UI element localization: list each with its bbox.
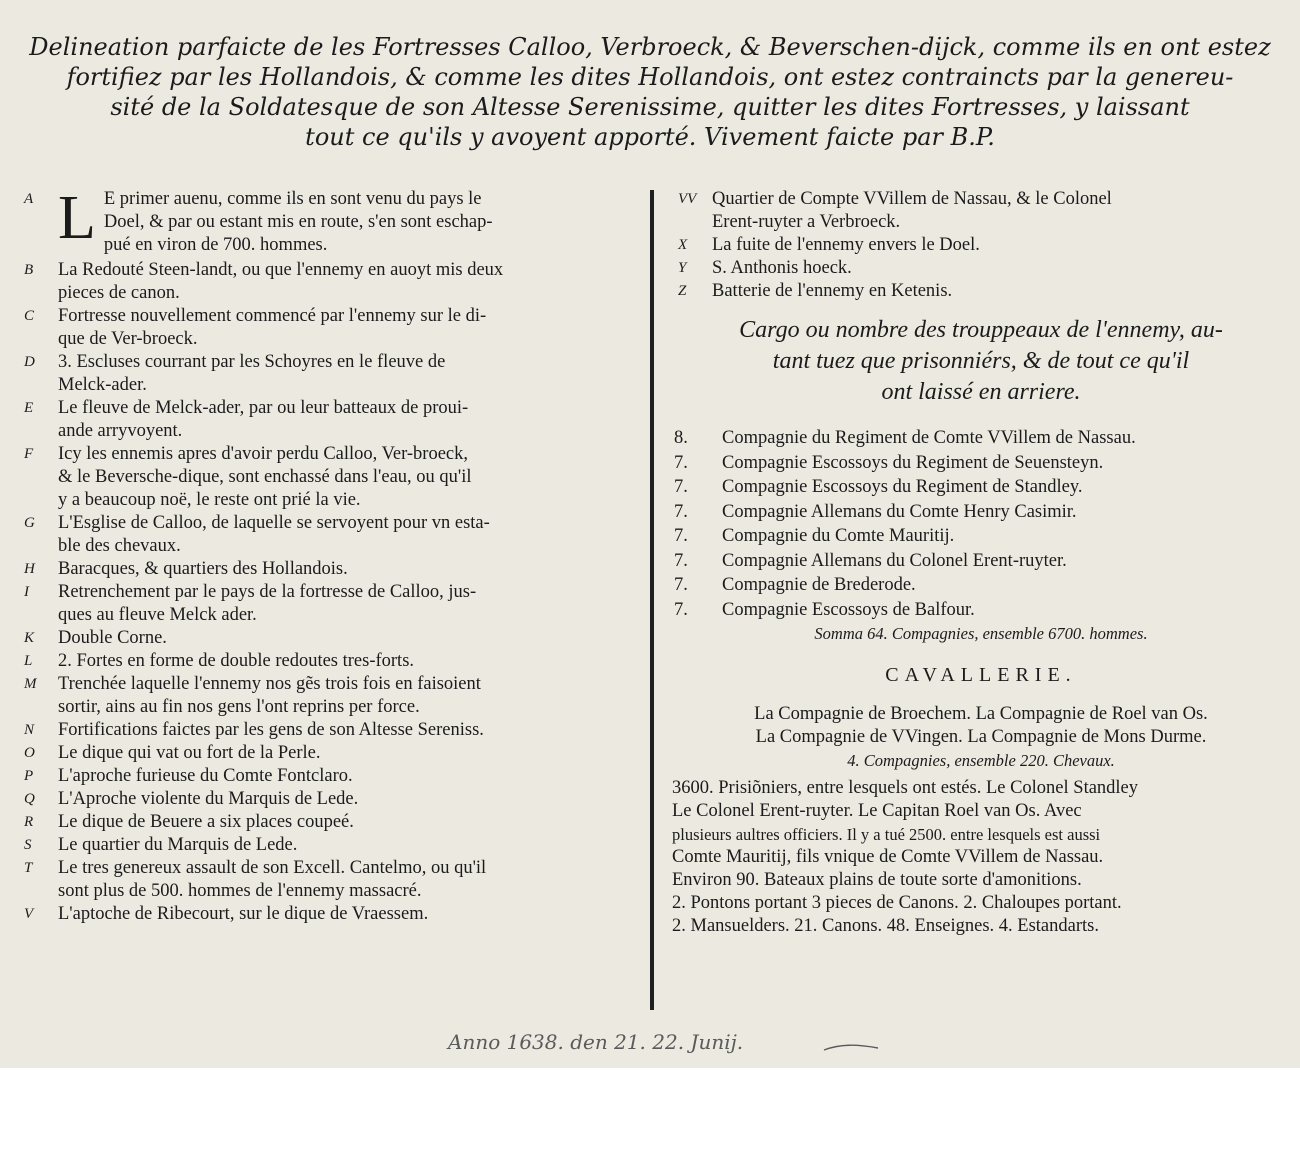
legend-letter: I [24, 584, 29, 600]
legend-text [58, 719, 638, 742]
title-line: fortifiez par les Hollandois, & comme les dites Hollandois, ont estez contraincts par la genereu- [66, 63, 1234, 91]
legend-line: Icy les ennemis apres d'avoir perdu Calloo, Ver-broeck, [58, 444, 468, 464]
legend-letter: H [24, 561, 35, 577]
legend-entry [18, 857, 638, 903]
legend-right-column [672, 188, 1290, 938]
legend-entry [672, 257, 1290, 280]
legend-entry [18, 673, 638, 719]
legend-letter: VV [678, 191, 697, 207]
company-row [672, 573, 1290, 598]
legend-line: La Redouté Steen-landt, ou que l'ennemy en auoyt mis deux [58, 260, 504, 280]
legend-text [58, 788, 638, 811]
legend-entry [18, 811, 638, 834]
prisoners-line: 2. Pontons portant 3 pieces de Canons. 2. Chaloupes portant. [672, 893, 1122, 913]
prisoners-paragraph [672, 777, 1290, 938]
title-line: sité de la Soldatesque de son Altesse Serenissime, quitter les dites Fortresses, y laissant [110, 93, 1190, 121]
legend-entry [18, 351, 638, 397]
legend-line: ble des chevaux. [58, 536, 181, 556]
legend-text [58, 903, 638, 926]
legend-line: Le fleuve de Melck-ader, par ou leur batteaux de prouі- [58, 398, 469, 418]
legend-entry [18, 788, 638, 811]
prisoners-line: 3600. Prisiõniers, entre lesquels ont estés. Le Colonel Standley [672, 778, 1139, 798]
legend-entry [672, 234, 1290, 257]
legend-entry [18, 305, 638, 351]
legend-line: ques au fleuve Melck ader. [58, 605, 257, 625]
drop-cap: L [58, 184, 96, 252]
legend-line: L'Aproche violente du Marquis de Lede. [58, 789, 359, 809]
legend-text [712, 234, 1290, 257]
company-row [672, 524, 1290, 549]
company-count: 7. [674, 477, 688, 497]
legend-text [58, 834, 638, 857]
legend-letter: C [24, 308, 35, 324]
legend-line: 2. Fortes en forme de double redoutes tres-forts. [58, 651, 415, 671]
legend-line: L'aptoche de Ribecourt, sur le dique de Vraessem. [58, 904, 429, 924]
legend-entry [18, 184, 638, 257]
title-line: tout ce qu'ils y avoyent apporté. Vivement faicte par B.P. [305, 123, 995, 151]
legend-entry [672, 188, 1290, 234]
legend-line: Quartier de Compte VVillem de Nassau, & le Colonel [712, 189, 1112, 209]
legend-line: S. Anthonis hoeck. [712, 258, 852, 278]
company-row [672, 598, 1290, 623]
company-name: Compagnie Escossoys du Regiment de Standley. [722, 477, 1083, 497]
title-line: Delineation parfaicte de les Fortresses Calloo, Verbroeck, & Beverschen-dijck, comme ils en ont estez [29, 33, 1271, 61]
handwritten-date-note: Anno 1638. den 21. 22. Junij. [448, 1030, 744, 1054]
legend-entry [18, 834, 638, 857]
legend-line: Le quartier du Marquis de Lede. [58, 835, 298, 855]
legend-letter: R [24, 814, 34, 830]
legend-text [58, 742, 638, 765]
legend-line: Erent-ruyter a Verbroeck. [712, 212, 901, 232]
legend-letter: M [24, 676, 37, 692]
company-name: Compagnie du Comte Mauritij. [722, 526, 955, 546]
legend-text [58, 558, 638, 581]
company-count: 8. [674, 428, 688, 448]
legend-entry [18, 903, 638, 926]
legend-letter: Q [24, 791, 35, 807]
legend-letter: P [24, 768, 34, 784]
company-row [672, 451, 1290, 476]
legend-letter: Z [678, 283, 687, 299]
legend-entry [18, 627, 638, 650]
legend-text [58, 650, 638, 673]
company-list [672, 426, 1290, 622]
company-count: 7. [674, 452, 688, 473]
legend-text [58, 351, 638, 397]
company-count: 7. [674, 599, 688, 620]
legend-letter: X [678, 237, 688, 253]
legend-text [712, 257, 1290, 280]
legend-entry [672, 280, 1290, 303]
legend-line: L'aproche furieuse du Comte Fontclaro. [58, 766, 353, 786]
legend-line: Baracques, & quartiers des Hollandois. [58, 559, 348, 579]
legend-entry [18, 742, 638, 765]
legend-letter: G [24, 515, 35, 531]
legend-text [58, 184, 638, 257]
legend-text [58, 765, 638, 788]
legend-letter: O [24, 745, 35, 761]
legend-text [58, 627, 638, 650]
legend-line: La fuite de l'ennemy envers le Doel. [712, 235, 980, 255]
company-name: Compagnie Allemans du Colonel Erent-ruyter. [722, 550, 1067, 571]
legend-entry [18, 719, 638, 742]
legend-letter: F [24, 446, 34, 462]
legend-line: pieces de canon. [58, 283, 180, 303]
legend-entry [18, 650, 638, 673]
cavallerie-heading: CAVALLERIE. [885, 664, 1077, 686]
legend-text [58, 512, 638, 558]
legend-line: sortir, ains au fin nos gens l'ont reprins per force. [58, 697, 420, 717]
legend-line: Le dique qui vat ou fort de la Perle. [58, 743, 321, 763]
legend-letter: T [24, 860, 33, 876]
legend-line: Fortresse nouvellement commencé par l'ennemy sur le di- [58, 306, 487, 326]
legend-text [58, 397, 638, 443]
legend-letter: Y [678, 260, 687, 276]
legend-letter: V [24, 906, 34, 922]
legend-line: Le tres genereux assault de son Excell. Cantelmo, ou qu'il [58, 858, 487, 878]
company-name: Compagnie Escossoys de Balfour. [722, 599, 975, 620]
legend-line: E primer auenu, comme ils en sont venu du pays le [103, 189, 482, 209]
company-count: 7. [674, 550, 688, 571]
subtitle-line: ont laissé en arriere. [881, 379, 1081, 405]
document-title [20, 32, 1280, 152]
legend-entry [18, 259, 638, 305]
legend-entry [18, 512, 638, 558]
legend-line: y a beaucoup noë, le reste ont prié la vie. [58, 490, 361, 510]
legend-line: Fortifications faictes par les gens de son Altesse Sereniss. [58, 720, 484, 740]
company-count: 7. [674, 575, 688, 595]
legend-letter: B [24, 262, 34, 278]
prisoners-line: Environ 90. Bateaux plains de toute sorte d'amonitions. [672, 870, 1082, 890]
prisoners-line: Comte Mauritij, fils vnique de Comte VVillem de Nassau. [672, 847, 1104, 867]
company-row [672, 549, 1290, 574]
cavallerie-total: 4. Compagnies, ensemble 220. Chevaux. [847, 751, 1115, 770]
casualties-heading [672, 315, 1290, 408]
legend-text [712, 188, 1290, 234]
legend-line: sont plus de 500. hommes de l'ennemy massacré. [58, 881, 422, 901]
legend-text [58, 443, 638, 512]
prisoners-line: plusieurs aultres officiers. Il y a tué 2500. entre lesquels est aussi [672, 825, 1101, 844]
legend-text [58, 305, 638, 351]
legend-line: Le dique de Beuere a six places coupeé. [58, 812, 354, 832]
legend-entry [18, 581, 638, 627]
legend-entry [18, 397, 638, 443]
legend-line: & le Beversche-dique, sont enchassé dans l'eau, ou qu'il [58, 467, 472, 487]
cavallerie-line: La Compagnie de VVingen. La Compagnie de Mons Durme. [755, 727, 1207, 747]
companies-total: Somma 64. Compagnies, ensemble 6700. hommes. [814, 624, 1148, 643]
company-count: 7. [674, 526, 688, 546]
legend-line: ande arryvoyent. [58, 421, 183, 441]
cavallerie-line: La Compagnie de Broechem. La Compagnie de Roel van Os. [754, 704, 1208, 724]
legend-text [58, 857, 638, 903]
legend-entries [18, 259, 638, 926]
legend-line: L'Esglise de Calloo, de laquelle se servoyent pour vn esta- [58, 513, 490, 533]
legend-text [58, 581, 638, 627]
legend-text [58, 673, 638, 719]
company-name: Compagnie de Brederode. [722, 575, 916, 595]
legend-entry [18, 765, 638, 788]
legend-letter: E [24, 400, 34, 416]
legend-line: 3. Escluses courrant par les Schoyres en le fleuve de [58, 352, 446, 372]
legend-line: Double Corne. [58, 628, 167, 648]
company-name: Compagnie Escossoys du Regiment de Seuensteyn. [722, 452, 1104, 473]
legend-letter: K [24, 630, 35, 646]
legend-line: Doel, & par ou estant mis en route, s'en sont eschap- [103, 212, 493, 232]
legend-text [58, 259, 638, 305]
legend-entry [18, 558, 638, 581]
legend-text [712, 280, 1290, 303]
legend-letter: L [24, 653, 33, 669]
column-divider [650, 190, 654, 1010]
company-row [672, 475, 1290, 500]
legend-entry [18, 443, 638, 512]
legend-text [58, 811, 638, 834]
prisoners-line: 2. Mansuelders. 21. Canons. 48. Enseignes. 4. Estandarts. [672, 916, 1099, 936]
company-count: 7. [674, 501, 688, 522]
legend-line: pué en viron de 700. hommes. [103, 235, 328, 255]
legend-line: Melck-ader. [58, 375, 147, 395]
legend-line: Batterie de l'ennemy en Ketenis. [712, 281, 953, 301]
legend-letter: A [24, 191, 34, 207]
company-name: Compagnie Allemans du Comte Henry Casimir. [722, 501, 1077, 522]
company-row [672, 426, 1290, 451]
legend-letter: S [24, 837, 32, 853]
prisoners-line: Le Colonel Erent-ruyter. Le Capitan Roel van Os. Avec [672, 801, 1082, 821]
subtitle-line: tant tuez que prisonniérs, & de tout ce qu'il [772, 348, 1190, 374]
legend-line: Retrenchement par le pays de la fortresse de Calloo, jus- [58, 582, 477, 602]
legend-letter: N [24, 722, 35, 738]
legend-line: que de Ver-broeck. [58, 329, 198, 349]
legend-line: Trenchée laquelle l'ennemy nos gẽs trois fois en faisoient [58, 674, 481, 694]
legend-entries [672, 188, 1290, 303]
subtitle-line: Cargo ou nombre des trouppeaux de l'ennemy, au- [739, 317, 1223, 343]
company-name: Compagnie du Regiment de Comte VVillem de Nassau. [722, 428, 1136, 448]
legend-left-column [18, 184, 638, 926]
pen-flourish-icon [822, 1040, 882, 1056]
company-row [672, 500, 1290, 525]
legend-letter: D [24, 354, 35, 370]
